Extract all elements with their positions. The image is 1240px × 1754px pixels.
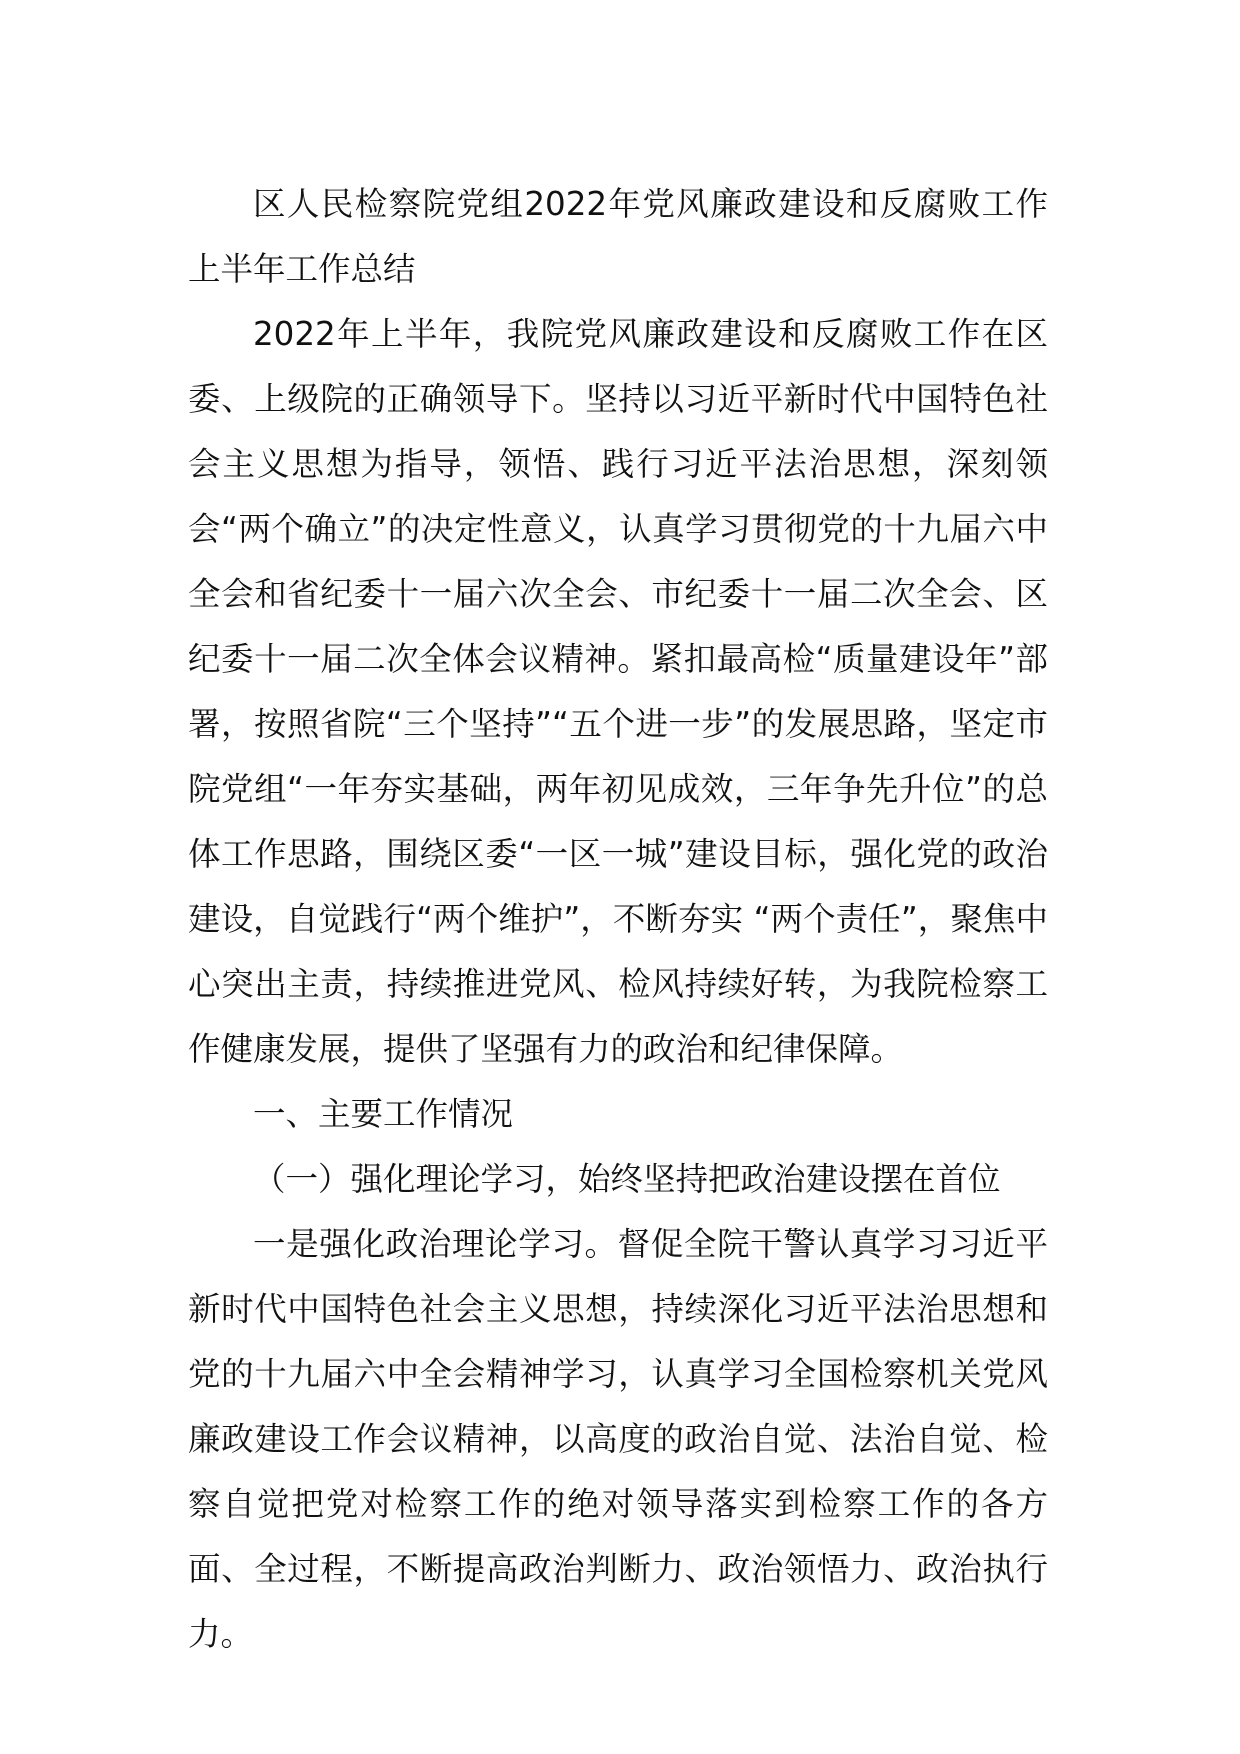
document-body xyxy=(188,172,1048,1667)
intro-paragraph: 2022年上半年，我院党风廉政建设和反腐败工作在区委、上级院的正确领导下。坚持以习近平新时代中国特色社会主义思想为指导，领悟、践行习近平法治思想，深刻领会“两个确立”的决定性意义，认真学习贯彻党的十九届六中全会和省纪委十一届六次全会、市纪委十一届二次全会、区纪委十一届二次全体会议精神。紧扣最高检“质量建设年”部署，按照省院“三个坚持”“五个进一步”的发展思路，坚定市院党组“一年夯实基础，两年初见成效，三年争先升位”的总体工作思路，围绕区委“一区一城”建设目标，强化党的政治建设，自觉践行“两个维护”，不断夯实 “两个责任”，聚焦中心突出主责，持续推进党风、检风持续好转，为我院检察工作健康发展，提供了坚强有力的政治和纪律保障。 xyxy=(188,315,1048,1068)
body-paragraph: 一是强化政治理论学习。督促全院干警认真学习习近平新时代中国特色社会主义思想，持续深化习近平法治思想和党的十九届六中全会精神学习，认真学习全国检察机关党风廉政建设工作会议精神，以高度的政治自觉、法治自觉、检察自觉把党对检察工作的绝对领导落实到检察工作的各方面、全过程，不断提高政治判断力、政治领悟力、政治执行力。 xyxy=(188,1225,1048,1653)
subsection-heading: （一）强化理论学习，始终坚持把政治建设摆在首位 xyxy=(253,1160,1001,1198)
document-title: 区人民检察院党组2022年党风廉政建设和反腐败工作上半年工作总结 xyxy=(188,185,1048,288)
section-heading: 一、主要工作情况 xyxy=(253,1095,514,1133)
